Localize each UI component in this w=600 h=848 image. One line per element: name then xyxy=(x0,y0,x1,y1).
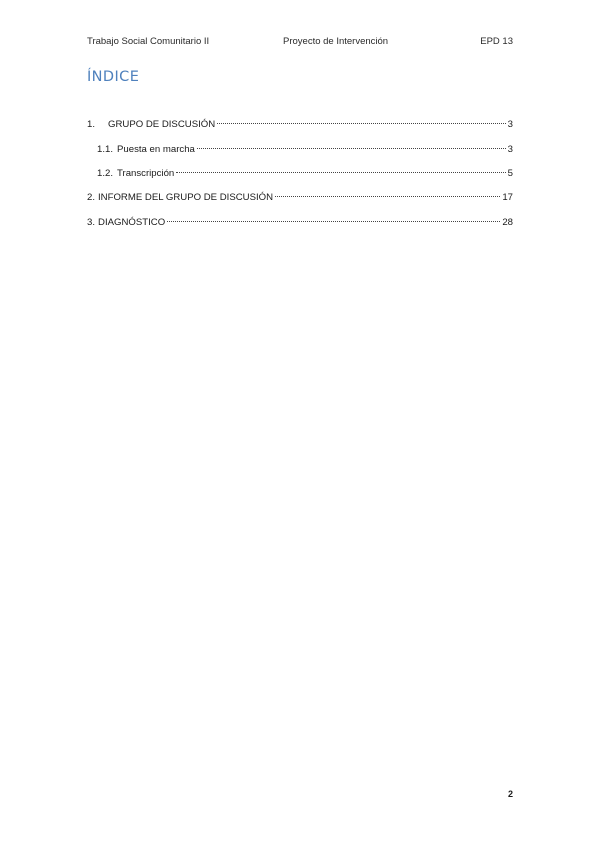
toc-leader-dots xyxy=(197,136,506,149)
toc-entry-diagnostico[interactable] xyxy=(87,212,513,226)
toc-entry-transcripcion[interactable] xyxy=(97,163,513,177)
toc-entry-page: 28 xyxy=(502,217,513,228)
toc-entry-page: 3 xyxy=(507,119,513,130)
toc-entry-number: 3. xyxy=(87,217,96,228)
toc-entry-puesta-en-marcha[interactable] xyxy=(97,139,513,153)
toc-leader-dots xyxy=(167,209,500,222)
toc-leader-dots xyxy=(217,111,506,124)
toc-entry-number: 1.1. xyxy=(97,144,114,155)
toc-entry-number: 1. xyxy=(87,119,96,130)
header-epd-label: EPD 13 xyxy=(480,36,513,47)
toc-entry-label: GRUPO DE DISCUSIÓN xyxy=(108,119,216,130)
toc-entry-grupo-discusion[interactable] xyxy=(87,114,513,128)
toc-entry-page: 3 xyxy=(507,144,513,155)
toc-entry-informe[interactable] xyxy=(87,187,513,201)
toc-entry-number: 2. xyxy=(87,192,96,203)
toc-entry-label: DIAGNÓSTICO xyxy=(98,217,166,228)
header-project-title: Proyecto de Intervención xyxy=(283,36,389,47)
toc-entry-page: 5 xyxy=(507,168,513,179)
toc-entry-number: 1.2. xyxy=(97,168,114,179)
page-number: 2 xyxy=(507,789,513,799)
toc-entry-page: 17 xyxy=(502,192,513,203)
toc-title: ÍNDICE xyxy=(87,69,140,85)
toc-entry-label: Transcripción xyxy=(117,168,175,179)
header-course-title: Trabajo Social Comunitario II xyxy=(87,36,210,47)
toc-entry-label: Puesta en marcha xyxy=(117,144,195,155)
toc-entry-label: INFORME DEL GRUPO DE DISCUSIÓN xyxy=(98,192,274,203)
page-header xyxy=(87,36,513,50)
toc-leader-dots xyxy=(176,160,505,173)
toc-leader-dots xyxy=(275,184,500,197)
